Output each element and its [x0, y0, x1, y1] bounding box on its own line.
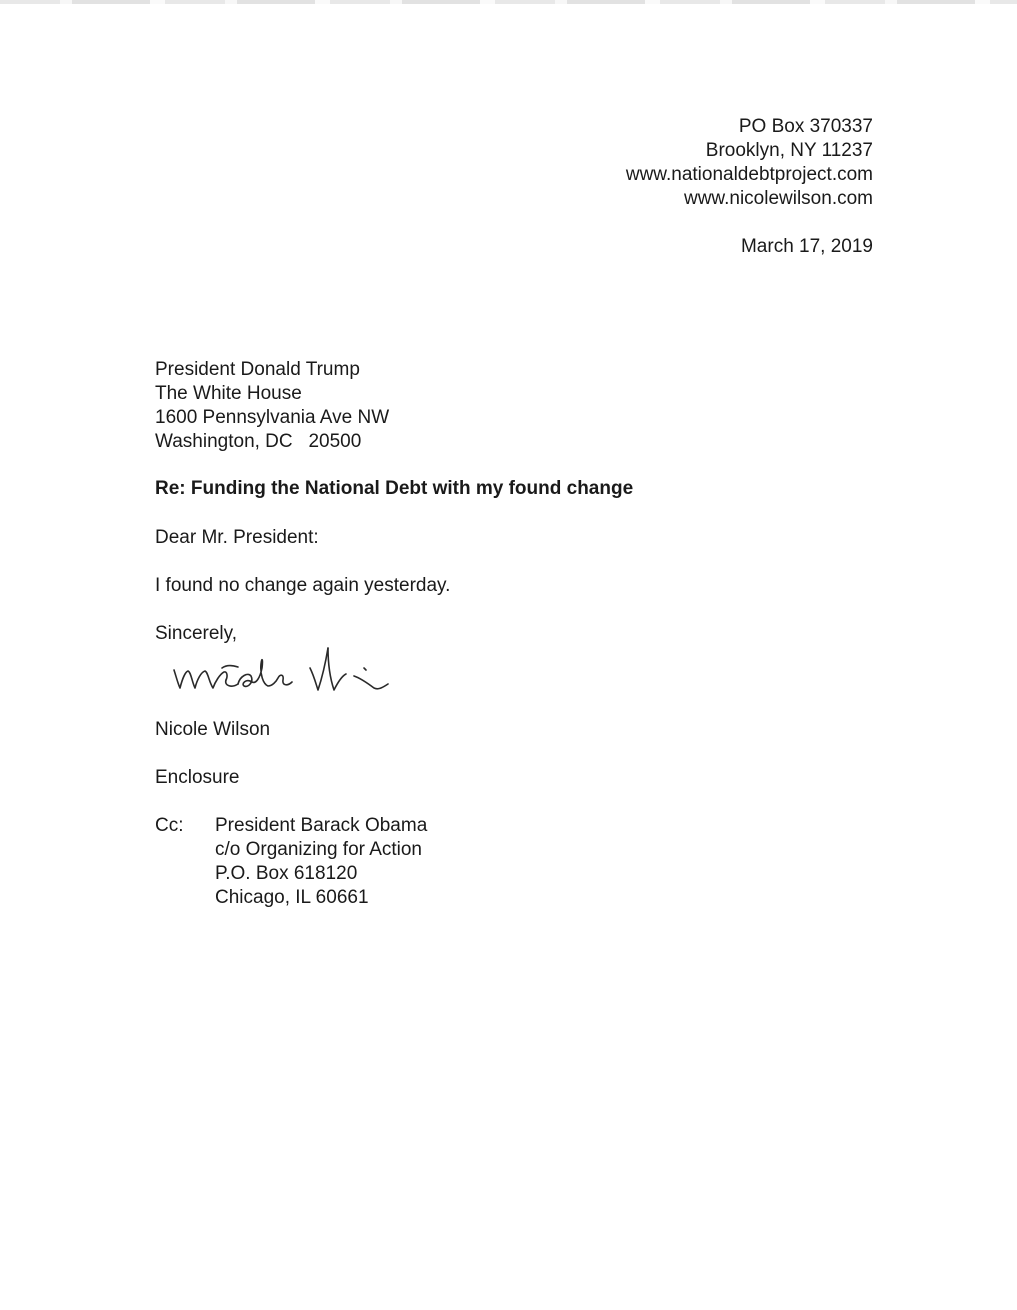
cc-label: Cc:: [155, 815, 184, 836]
signer-name: Nicole Wilson: [155, 719, 271, 740]
recipient-address-block: [155, 358, 389, 454]
recipient-line1: President Donald Trump: [155, 359, 360, 380]
cc-line3: P.O. Box 618120: [215, 863, 358, 884]
cc-line4: Chicago, IL 60661: [215, 887, 369, 908]
sender-website-1: www.nationaldebtproject.com: [625, 164, 873, 185]
sender-website-2: www.nicolewilson.com: [683, 188, 873, 209]
letter-date: March 17, 2019: [740, 236, 873, 257]
cc-address: [215, 814, 427, 910]
recipient-line2: The White House: [155, 383, 302, 404]
scan-edge: [0, 0, 1017, 4]
handwritten-signature: [168, 638, 398, 698]
body-paragraph: I found no change again yesterday.: [155, 575, 451, 596]
cc-line2: c/o Organizing for Action: [215, 839, 422, 860]
sender-address-line1: PO Box 370337: [738, 116, 873, 137]
cc-block: [155, 814, 427, 910]
recipient-line3: 1600 Pennsylvania Ave NW: [155, 407, 390, 428]
sender-address-line2: Brooklyn, NY 11237: [705, 140, 873, 161]
sender-address-block: [626, 115, 873, 211]
recipient-line4: Washington, DC 20500: [155, 431, 362, 452]
salutation: Dear Mr. President:: [155, 527, 319, 548]
cc-line1: President Barack Obama: [215, 815, 428, 836]
enclosure-notation: Enclosure: [155, 767, 240, 788]
subject-line: Re: Funding the National Debt with my found change: [155, 478, 634, 499]
closing: Sincerely,: [155, 623, 238, 644]
